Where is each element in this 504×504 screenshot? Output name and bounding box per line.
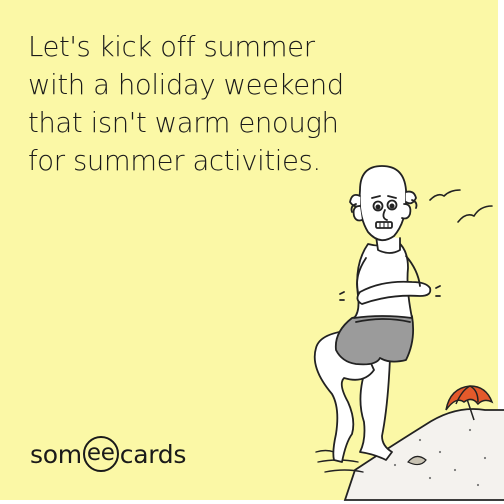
headline-line: for summer activities. [28, 145, 321, 177]
someecards-logo[interactable] [30, 434, 186, 474]
logo-suffix: cards [119, 439, 187, 469]
logo-ee-circle: ee [83, 436, 119, 472]
headline-line: with a holiday weekend [28, 69, 344, 101]
headline-line: that isn't warm enough [28, 107, 339, 139]
shivering-man-icon [315, 166, 440, 462]
seagull-icon [430, 190, 492, 222]
logo-prefix: som [30, 439, 82, 469]
headline-line: Let's kick off summer [28, 31, 315, 63]
